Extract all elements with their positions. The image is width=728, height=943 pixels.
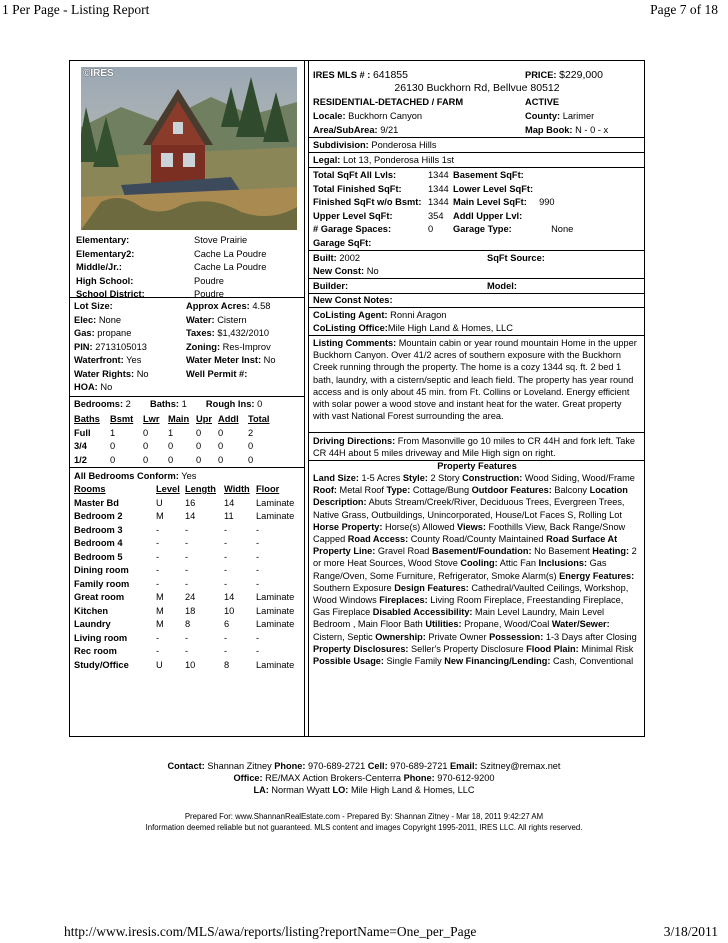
school-row-elementary2: Elementary2: Cache La Poudre xyxy=(76,248,267,259)
feature-label: Property Disclosures: xyxy=(313,643,409,654)
feature-label: Land Size: xyxy=(313,473,359,483)
report-url[interactable]: http://www.iresis.com/MLS/awa/reports/listing?reportName=One_per_Page xyxy=(64,924,477,939)
table-row: Laundry M 8 6 Laminate xyxy=(74,619,295,629)
table-row: Great room M 24 14 Laminate xyxy=(74,592,295,602)
feature-value: Gravel Road xyxy=(375,546,432,557)
divider xyxy=(309,152,645,153)
feature-item xyxy=(432,546,592,556)
school-row-elementary: Elementary: Stove Prairie xyxy=(76,235,248,245)
lot-details: Lot Size: Approx Acres: 4.58 Elec: None Water: Cistern Gas: propane Taxes: $1,432/2010 PIN: 2713105013 Zoning: Res-Improv Waterfront: Yes Water Meter Inst: No Water Rights: No Well Permit #: HOA: No xyxy=(74,301,276,392)
page-number: Page 7 of 18 xyxy=(650,2,718,17)
feature-label: Type: xyxy=(386,485,411,496)
locale: Locale: Buckhorn Canyon xyxy=(313,111,423,121)
feature-value: Seller's Property Disclosure xyxy=(408,643,527,654)
list-price: PRICE: $229,000 xyxy=(525,69,603,81)
feature-item xyxy=(313,485,387,495)
mls-number: IRES MLS # : 641855 xyxy=(313,69,408,81)
feature-value: Minimal Risk xyxy=(578,643,634,654)
feature-label: Ownership: xyxy=(375,631,426,642)
room-counts: Bedrooms: 2 Baths: 1 Rough Ins: 0 xyxy=(74,399,263,409)
feature-value: 1-3 Days after Closing xyxy=(543,631,637,642)
feature-label: Heating: xyxy=(592,546,630,557)
feature-item xyxy=(462,473,635,483)
feature-label: Road Surface At Property Line: xyxy=(313,534,618,557)
feature-value: Private Owner xyxy=(425,631,490,642)
school-row-district: School District: Poudre xyxy=(76,289,224,299)
divider xyxy=(70,396,304,397)
feature-item xyxy=(313,473,403,483)
feature-item xyxy=(460,558,538,568)
feature-label: Outdoor Features: xyxy=(471,485,552,496)
feature-item xyxy=(387,485,472,495)
cabin-photo-image xyxy=(81,67,297,230)
property-type: RESIDENTIAL-DETACHED / FARM xyxy=(313,97,464,107)
listing-report-frame xyxy=(69,60,645,737)
feature-label: Basement/Foundation: xyxy=(431,546,532,557)
feature-label: Possession: xyxy=(489,631,544,642)
feature-item xyxy=(403,473,462,483)
property-features-title: Property Features xyxy=(437,461,517,471)
feature-item xyxy=(526,644,633,654)
builder: Builder: xyxy=(313,281,349,291)
table-row: Study/Office U 10 8 Laminate xyxy=(74,659,295,670)
feature-label: Views: xyxy=(456,521,486,532)
listing-comments: Listing Comments: Mountain cabin or year round mountain Home in the upper Buckhorn Canyon. Over 41/2 acres of southern exposure with the Buckhorn Creek running through the property. The home is a cozy 1344 sq. ft. 2 bed 1 bath, laundry, with a cistern/septic and leach field. The property has year round access and is only about 45 min. from Ft. Collins or Loveland. Energy efficient with solar power a wood stove and instant heat for the water. Great property with vast National Forest surrounding the area. xyxy=(313,338,637,422)
divider xyxy=(309,167,645,168)
feature-label: Design Features: xyxy=(394,582,469,593)
table-row: Master Bd U 16 14 Laminate xyxy=(74,497,295,508)
feature-label: Roof: xyxy=(313,485,337,496)
feature-value: Cathedral/Vaulted Ceilings, Workshop, Wood Windows xyxy=(313,582,629,606)
prepared-for-line: Prepared For: www.ShannanRealEstate.com - Prepared By: Shannan Zitney - Mar 18, 2011 9:42:27 AM xyxy=(184,812,544,821)
lot-size-label: Lot Size: xyxy=(74,301,113,311)
feature-value: County Road/County Maintained xyxy=(408,534,547,545)
feature-label: New Financing/Lending: xyxy=(444,656,551,667)
feature-label: Water/Sewer: xyxy=(551,619,610,630)
rooms-table xyxy=(74,483,294,672)
baths-table-header: Baths Bsmt Lwr Main Upr Addl Total xyxy=(74,414,270,424)
feature-value: Living Room Fireplace, Freestanding Fireplace, Gas Fireplace xyxy=(313,595,624,618)
garage-sqft: Garage SqFt: xyxy=(313,238,372,248)
feature-value: Cash, Conventional xyxy=(550,656,634,667)
feature-value: Cistern, Septic xyxy=(313,631,376,642)
feature-item xyxy=(444,656,633,666)
feature-value: 2 or more Heat Sources, Wood Stove xyxy=(313,546,637,569)
feature-value: Foothills View, Back Range/Snow Capped xyxy=(313,521,626,545)
feature-label: Cooling: xyxy=(460,558,498,569)
property-features xyxy=(313,472,640,667)
feature-value: No Basement xyxy=(531,546,593,557)
table-row: 1/2 0 0 0 0 0 0 xyxy=(74,454,254,465)
school-row-high: High School: Poudre xyxy=(76,275,224,286)
feature-value: Abuts Stream/Creek/River, Deciduous Trees, Evergreen Trees, Native Grass, Outbuildings, Unincorporated, House/Lot Faces S, Rolling Lot xyxy=(313,497,625,520)
baths-table xyxy=(74,413,270,467)
feature-label: Flood Plain: xyxy=(526,643,579,654)
table-row: Rec room - - - - xyxy=(74,646,260,656)
divider xyxy=(70,467,304,468)
email-link[interactable]: Szitney@remax.net xyxy=(480,761,561,771)
right-column xyxy=(308,61,645,736)
table-row: Living room - - - - xyxy=(74,632,260,643)
feature-value: Metal Roof xyxy=(336,485,387,496)
feature-value: Attic Fan xyxy=(497,558,539,569)
map-book: Map Book: N - 0 - x xyxy=(525,125,609,135)
legal-description: Legal: Lot 13, Ponderosa Hills 1st xyxy=(313,155,455,165)
feature-item xyxy=(313,522,457,532)
driving-directions: Driving Directions: From Masonville go 10 miles to CR 44H and fork left. Take CR 44H about 5 miles driveway and Mile High sign on right. xyxy=(313,436,636,459)
school-row-middle: Middle/Jr.: Cache La Poudre xyxy=(76,262,267,272)
table-row: 3/4 0 0 0 0 0 0 xyxy=(74,441,254,451)
feature-label: Inclusions: xyxy=(538,558,588,569)
divider xyxy=(309,307,645,308)
left-column xyxy=(70,61,305,736)
feature-value: 1-5 Acres xyxy=(358,473,403,483)
feature-label: Energy Features: xyxy=(559,570,635,581)
colisting-office: CoListing Office:Mile High Land & Homes, LLC xyxy=(313,323,513,333)
office-line: Office: RE/MAX Action Brokers-Centerra Phone: 970-612-9200 xyxy=(233,773,495,783)
feature-label: Style: xyxy=(402,473,428,483)
table-row: Full 1 0 1 0 0 2 xyxy=(74,427,254,438)
feature-label: Possible Usage: xyxy=(313,656,384,667)
listing-photo[interactable] xyxy=(81,67,297,230)
schools-list xyxy=(76,234,266,302)
feature-value: Gas Range/Oven, Some Furniture, Refrigerator, Smoke Alarm(s) xyxy=(313,558,607,581)
feature-value: Cottage/Bung xyxy=(410,485,472,496)
feature-value: Southern Exposure xyxy=(313,582,395,593)
feature-item xyxy=(313,644,526,654)
table-row: Bedroom 4 - - - - xyxy=(74,538,260,548)
table-row: Family room - - - - xyxy=(74,578,260,589)
feature-value: Main Level Laundry, Main Level Bedroom , Main Floor Bath xyxy=(313,607,605,630)
year-built: Built: 2002 xyxy=(313,253,361,263)
feature-label: Horse Property: xyxy=(313,521,383,532)
model: Model: xyxy=(487,281,517,291)
disclaimer-line: Information deemed reliable but not guaranteed. MLS content and images Copyright 1995-2011, IRES LLC. All rights reserved. xyxy=(145,823,583,832)
feature-label: Construction: xyxy=(462,473,523,483)
county: County: Larimer xyxy=(525,111,595,121)
table-row: Bedroom 5 - - - - xyxy=(74,551,260,562)
feature-label: Road Access: xyxy=(347,534,409,545)
divider xyxy=(309,250,645,251)
table-row: Dining room - - - - xyxy=(74,565,260,575)
feature-value: 2 Story xyxy=(427,473,463,483)
table-row: Bedroom 2 M 14 11 Laminate xyxy=(74,511,295,521)
colisting-agent: CoListing Agent: Ronni Aragon xyxy=(313,310,447,320)
table-row: Kitchen M 18 10 Laminate xyxy=(74,605,295,616)
divider xyxy=(309,432,645,433)
print-date: 3/18/2011 xyxy=(663,924,718,939)
feature-label: Disabled Accessibility: xyxy=(372,607,473,618)
agent-line: LA: Norman Wyatt LO: Mile High Land & Homes, LLC xyxy=(253,785,475,795)
divider xyxy=(309,335,645,336)
rooms-table-header: Rooms Level Length Width Floor xyxy=(74,484,280,494)
feature-value: Wood Siding, Wood/Frame xyxy=(522,473,635,483)
divider xyxy=(309,137,645,138)
subdivision: Subdivision: Ponderosa Hills xyxy=(313,140,437,150)
feature-value: Horse(s) Allowed xyxy=(382,521,457,532)
table-row: Bedroom 3 - - - - xyxy=(74,524,260,535)
feature-value: Balcony xyxy=(551,485,590,496)
feature-item xyxy=(375,632,489,642)
feature-value: Single Family xyxy=(383,656,445,667)
sqft-source: SqFt Source: xyxy=(487,253,545,263)
status-badge: ACTIVE xyxy=(525,97,560,107)
contact-line: Contact: Shannan Zitney Phone: 970-689-2721 Cell: 970-689-2721 Email: Szitney@remax.net xyxy=(167,761,561,771)
feature-label: Utilities: xyxy=(425,619,462,630)
feature-label: Fireplaces: xyxy=(379,595,428,606)
sqft-details: Total SqFt All Lvls: 1344 Basement SqFt: Total Finished SqFt: 1344 Lower Level SqFt: Finished SqFt w/o Bsmt: 1344 Main Level SqFt: 990 Upper Level SqFt: 354 Addl Upper Lvl: # Garage Spaces: 0 Garage Type: None xyxy=(313,170,574,234)
feature-item xyxy=(313,656,444,666)
new-const-notes: New Const Notes: xyxy=(313,295,393,305)
bedrooms-conform: All Bedrooms Conform: Yes xyxy=(74,471,197,481)
page-header-title: 1 Per Page - Listing Report xyxy=(2,2,150,17)
property-address: 26130 Buckhorn Rd, Bellvue 80512 xyxy=(394,82,560,94)
feature-item xyxy=(472,485,590,495)
feature-item xyxy=(425,619,551,629)
area-subarea: Area/SubArea: 9/21 xyxy=(313,125,399,135)
feature-label: Location Description: xyxy=(313,485,628,508)
feature-value: Propane, Wood/Coal xyxy=(461,619,552,630)
new-construction: New Const: No xyxy=(313,266,379,276)
ires-logo: ©IRES xyxy=(83,68,114,79)
divider xyxy=(70,297,304,298)
feature-item xyxy=(489,632,637,642)
divider xyxy=(309,278,645,279)
feature-item xyxy=(348,534,546,544)
